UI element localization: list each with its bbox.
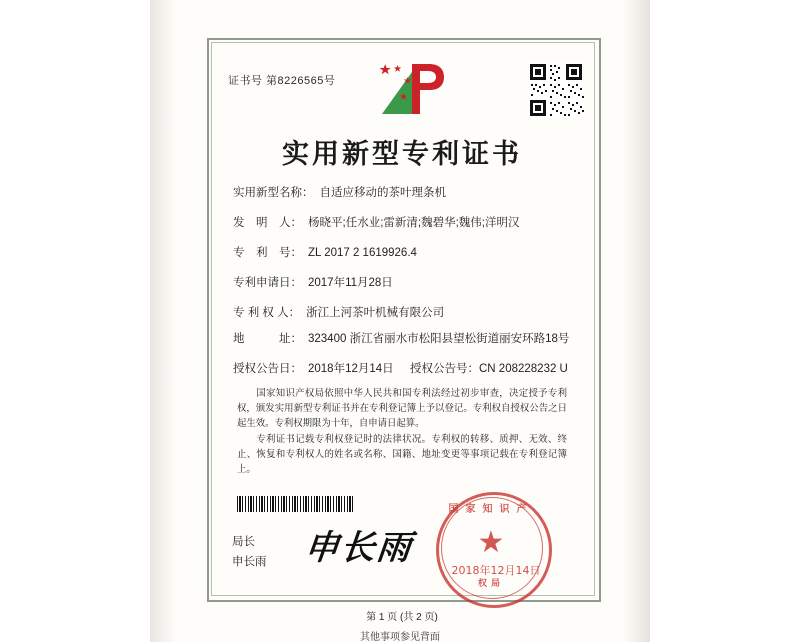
paragraph-text: 专利证书记载专利权登记时的法律状况。专利权的转移、质押、无效、终止、恢复和专利权人的姓名或名称、国籍、地址变更等事项记载在专利登记簿上。 [237, 433, 567, 474]
field-value: 浙江上河茶叶机械有限公司 [306, 307, 445, 319]
body-paragraph-2 [237, 431, 567, 476]
field-label: 授权公告号： [410, 363, 479, 375]
paper-shadow-right [624, 0, 650, 642]
field-label: 地 址： [233, 333, 302, 345]
signature-title-label: 局长 [232, 536, 255, 548]
seal-date: 2018年12月14日 [451, 564, 541, 577]
page-number-footer: 第 1 页 (共 2 页) [366, 612, 438, 623]
seal-text-top: 国家知识产 [448, 504, 534, 515]
field-address [233, 330, 583, 346]
field-value: CN 208228232 U [479, 363, 568, 375]
paper-shadow-left [150, 0, 176, 642]
certificate-title: 实用新型专利证书 [282, 139, 522, 170]
paragraph-text: 国家知识产权局依照中华人民共和国专利法经过初步审查，决定授予专利权，颁发实用新型专利证书并在专利登记簿上予以登记。专利权自授权公告之日起生效。专利权期限为十年，自申请日起算。 [237, 387, 567, 428]
seal-text-bottom: 权局 [477, 578, 504, 588]
signature-name-label: 申长雨 [232, 556, 267, 568]
star-icon: ★ [477, 526, 505, 559]
field-label: 专利申请日： [233, 277, 302, 289]
field-value: 323400 浙江省丽水市松阳县望松街道丽安环路18号 [308, 333, 570, 345]
barcode-icon [237, 496, 353, 512]
field-application-date [233, 274, 583, 290]
field-label: 实用新型名称： [233, 187, 314, 199]
field-value: 2017年11月28日 [308, 277, 393, 289]
field-label: 发 明 人： [233, 217, 302, 229]
page-background-right [650, 0, 800, 642]
field-value: ZL 2017 2 1619926.4 [308, 247, 417, 259]
page-background-left [0, 0, 150, 642]
field-patent-number [233, 244, 583, 260]
field-label: 专 利 号： [233, 247, 302, 259]
back-side-note: 其他事项参见背面 [360, 632, 440, 643]
field-value: 自适应移动的茶叶理条机 [319, 187, 446, 199]
field-grant-announcement-number [410, 360, 568, 376]
qr-code-icon [528, 62, 584, 118]
field-inventors [233, 214, 583, 230]
field-value: 杨晓平;任水业;雷新清;魏碧华;魏伟;洋明汉 [308, 217, 520, 229]
field-label: 授权公告日： [233, 363, 302, 375]
certificate-number: 证书号 第8226565号 [228, 75, 336, 87]
patent-office-logo-icon [372, 60, 446, 118]
field-label: 专 利 权 人： [233, 307, 301, 319]
field-value: 2018年12月14日 [308, 363, 394, 375]
body-paragraph-1 [237, 385, 567, 430]
field-invention-name [233, 184, 583, 200]
field-patentee [233, 304, 583, 320]
handwritten-signature: 申长雨 [302, 528, 415, 568]
